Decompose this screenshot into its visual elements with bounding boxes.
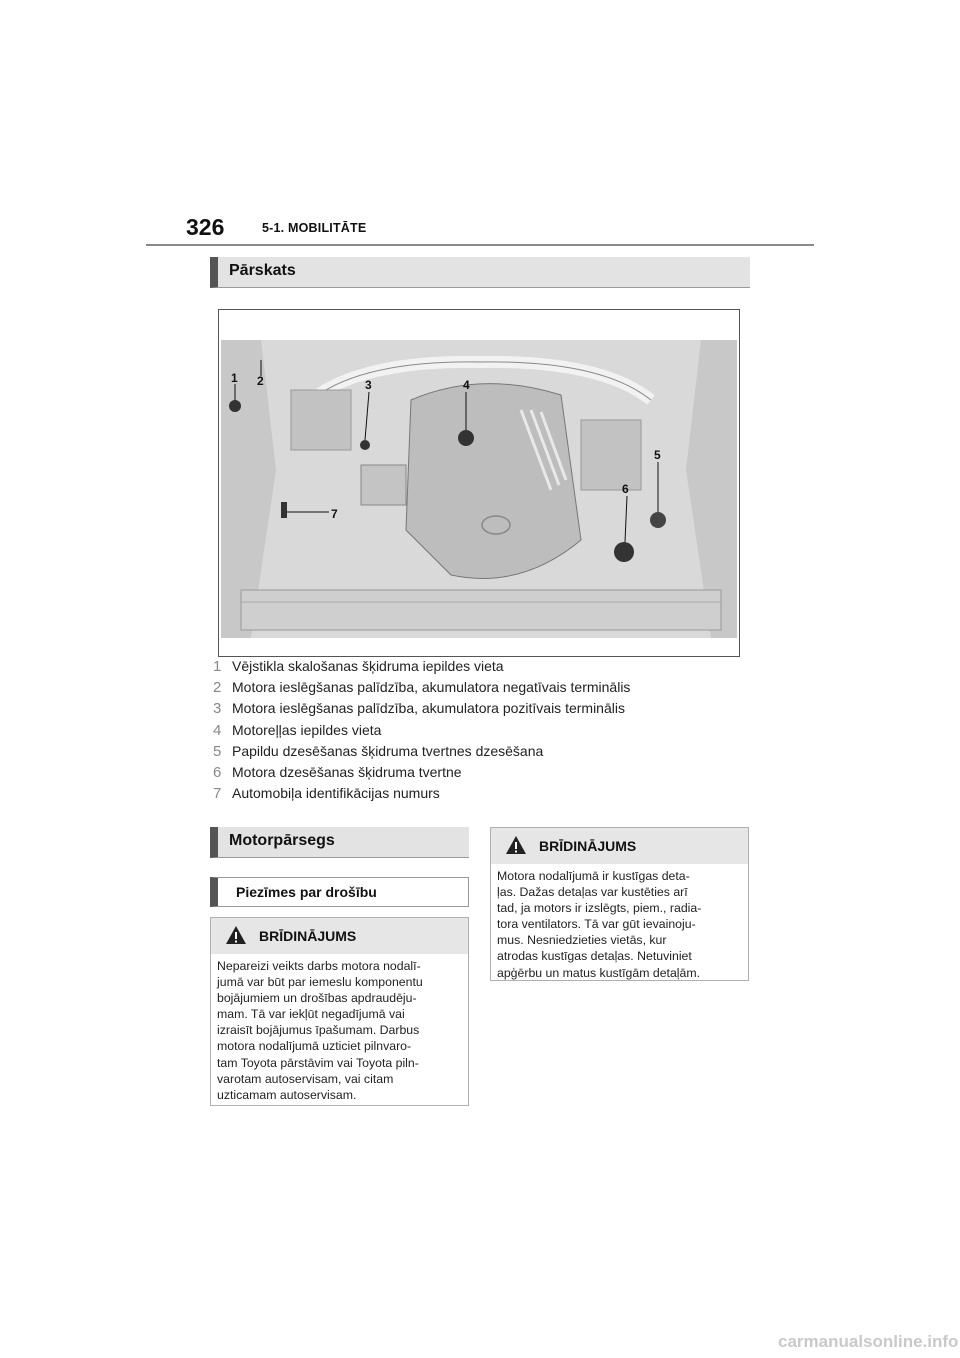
legend-text: Motora dzesēšanas šķidruma tvertne bbox=[232, 763, 462, 780]
callout-6: 6 bbox=[622, 482, 629, 496]
warning-triangle-icon bbox=[225, 925, 247, 945]
section-title-overview: Pārskats bbox=[210, 257, 750, 288]
running-head: 5-1. MOBILITĀTE bbox=[262, 221, 367, 235]
warning-header bbox=[211, 918, 468, 954]
coolant-reservoir-cap bbox=[614, 542, 634, 562]
engine-bay-figure bbox=[218, 309, 740, 657]
legend-item bbox=[213, 679, 753, 700]
legend-text: Papildu dzesēšanas šķidruma tvertnes dzesēšana bbox=[232, 742, 544, 759]
callout-1: 1 bbox=[231, 371, 238, 385]
legend-item bbox=[213, 700, 753, 721]
legend-text: Automobiļa identifikācijas numurs bbox=[232, 785, 440, 802]
vin-plate bbox=[281, 502, 287, 518]
watermark: carmanualsonline.info bbox=[778, 1332, 959, 1351]
legend-number: 2 bbox=[213, 679, 222, 697]
legend-number: 1 bbox=[213, 658, 222, 675]
page-number: 326 bbox=[186, 214, 225, 240]
legend-item bbox=[213, 743, 753, 764]
warning-triangle-icon bbox=[505, 835, 527, 855]
oil-filler-cap bbox=[458, 430, 474, 446]
legend-text: Motoreļļas iepildes vieta bbox=[232, 721, 382, 738]
callout-5: 5 bbox=[654, 448, 661, 462]
section-title-hood: Motorpārsegs bbox=[210, 827, 469, 858]
legend-item bbox=[213, 658, 753, 679]
positive-terminal bbox=[360, 440, 370, 450]
callout-4: 4 bbox=[463, 378, 470, 392]
engine-bay-illustration bbox=[221, 340, 737, 638]
warning-box-left bbox=[210, 917, 469, 1106]
header-rule bbox=[146, 244, 814, 246]
warning-title: BRĪDINĀJUMS bbox=[259, 928, 357, 944]
legend-number: 5 bbox=[213, 742, 222, 760]
legend-text: Vējstikla skalošanas šķidruma iepildes vieta bbox=[232, 658, 504, 674]
warning-box-right bbox=[490, 827, 749, 981]
washer-fluid-cap bbox=[229, 400, 241, 412]
legend-text: Motora ieslēgšanas palīdzība, akumulatora pozitīvais terminālis bbox=[232, 700, 625, 717]
warning-header bbox=[491, 828, 748, 864]
legend-number: 6 bbox=[213, 763, 222, 781]
legend-item bbox=[213, 764, 753, 785]
legend-number: 3 bbox=[213, 700, 222, 718]
warning-title: BRĪDINĀJUMS bbox=[539, 838, 637, 854]
callout-2: 2 bbox=[257, 374, 264, 388]
subsection-title-safety: Piezīmes par drošību bbox=[210, 877, 469, 907]
aux-coolant-cap bbox=[650, 512, 666, 528]
legend-item bbox=[213, 785, 753, 806]
figure-legend bbox=[213, 658, 753, 806]
warning-text: Motora nodalījumā ir kustīgas deta- ļas. Dažas detaļas var kustēties arī tad, ja motors ir izslēgts, piem., radia- tora ventilators. Tā var gūt ievainoju- mus. Nesniedzieties vietās, kur atrodas kustīgas detaļas. Netuviniet apģērbu un matus kustīgām detaļām. bbox=[497, 869, 702, 980]
warning-text: Nepareizi veikts darbs motora nodalī- jumā var būt par iemeslu komponentu bojājumiem un drošības apdraudēju- mam. Tā var iekļūt negadījumā vai izraisīt bojājumus īpašumam. Darbus motora nodalījumā uzticiet pilnvaro- tam Toyota pārstāvim vai Toyota piln- varotam autoservisam, vai citam uzticamam autoservisam. bbox=[217, 959, 423, 1102]
callout-7: 7 bbox=[331, 507, 338, 521]
legend-number: 7 bbox=[213, 785, 222, 803]
legend-number: 4 bbox=[213, 721, 222, 739]
callout-3: 3 bbox=[365, 378, 372, 392]
legend-text: Motora ieslēgšanas palīdzība, akumulatora negatīvais terminālis bbox=[232, 679, 631, 696]
legend-item bbox=[213, 722, 753, 743]
